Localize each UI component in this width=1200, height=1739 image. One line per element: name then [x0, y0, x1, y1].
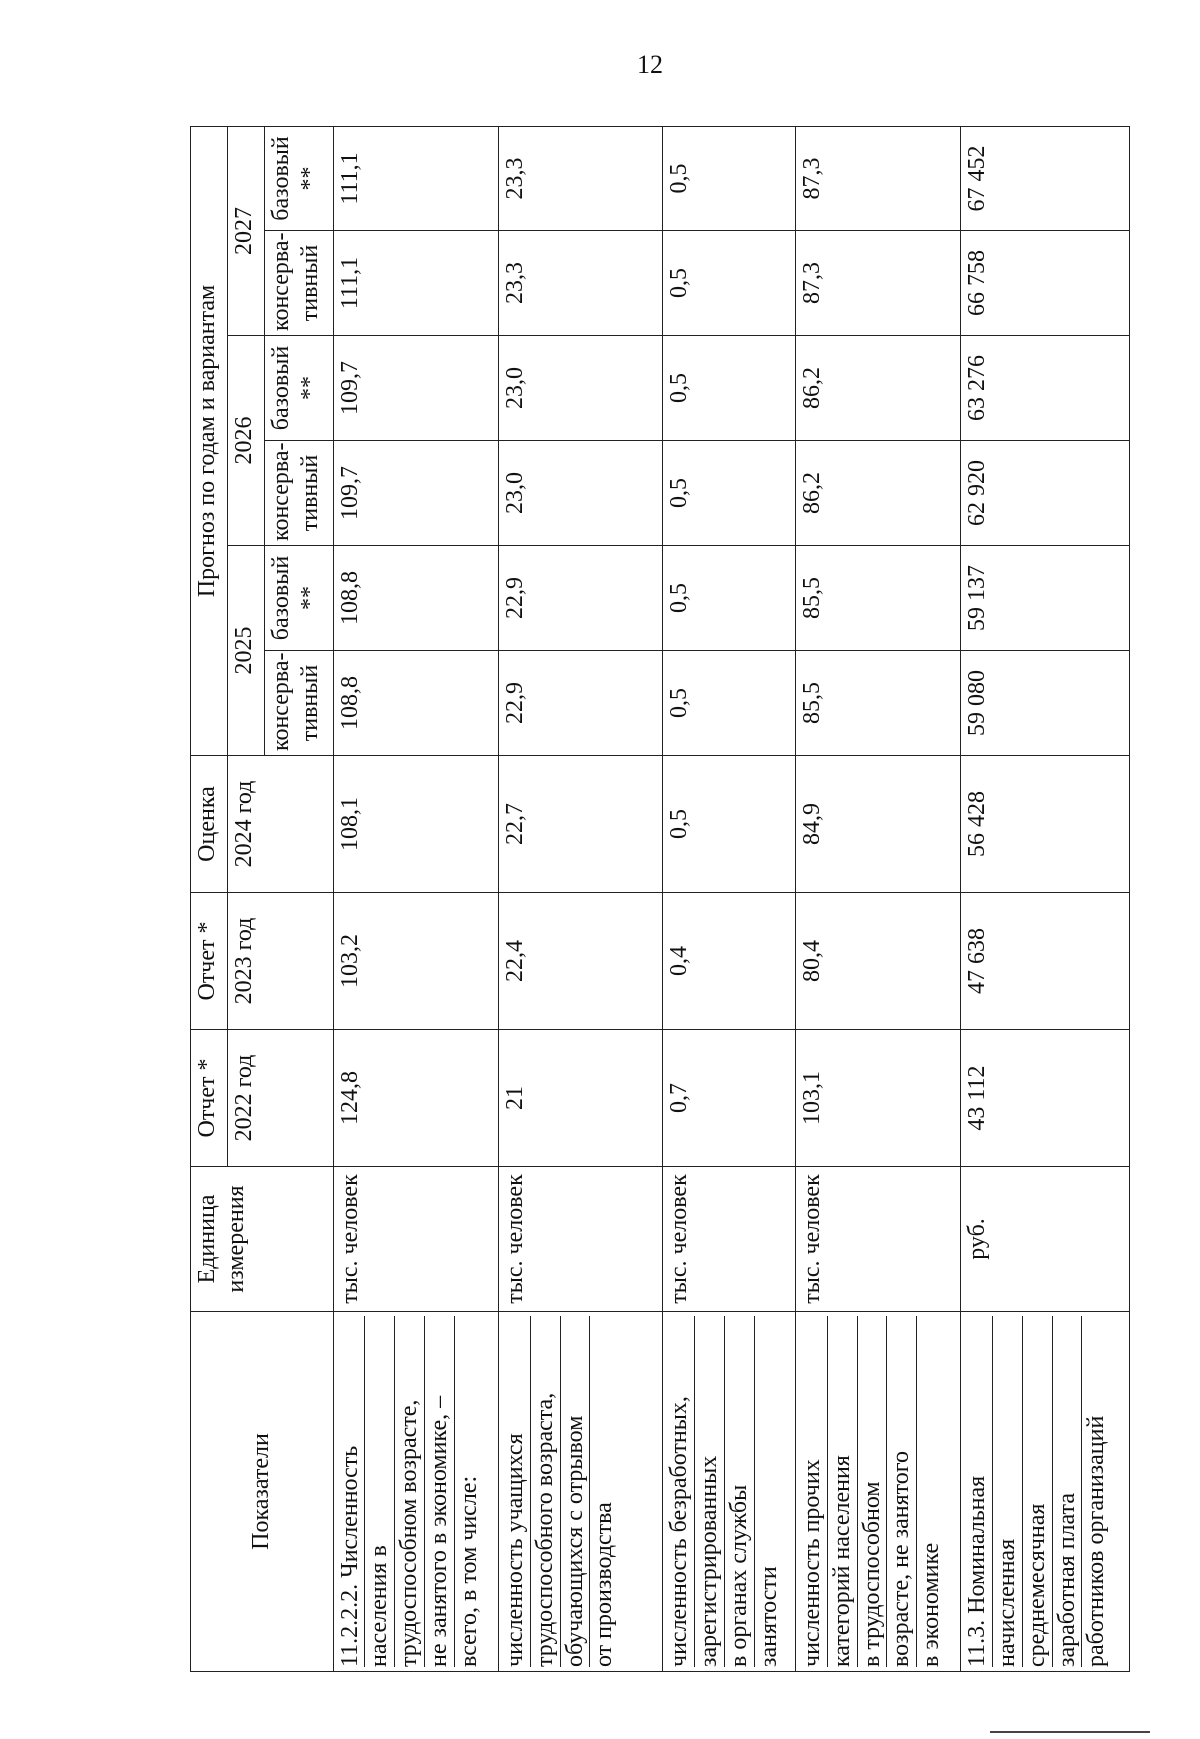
indicator-line: численность прочих — [798, 1316, 828, 1667]
indicator-line: в органах службы — [725, 1316, 755, 1667]
value-cell: 62 920 — [961, 441, 1130, 546]
unit-cell: тыс. человек — [333, 1167, 498, 1312]
value-cell: 22,9 — [498, 651, 662, 756]
value-cell: 21 — [498, 1030, 662, 1167]
indicator-line: населения в — [365, 1316, 395, 1667]
value-cell: 108,8 — [333, 546, 498, 651]
indicator-line: обучающихся с отрывом — [561, 1316, 591, 1667]
indicator-line: от производства — [591, 1502, 618, 1667]
indicator-cell — [795, 1312, 960, 1672]
rotated-table-wrapper — [190, 127, 1130, 1672]
value-cell: 0,5 — [663, 231, 796, 336]
header-variant-base-2027: базовый ** — [265, 126, 334, 230]
indicator-line: среднемесячная — [1023, 1316, 1053, 1667]
header-report-2022-label: Отчет * — [191, 1030, 228, 1167]
value-cell: 111,1 — [333, 126, 498, 230]
value-cell: 0,5 — [663, 336, 796, 441]
value-cell: 124,8 — [333, 1030, 498, 1167]
header-unit: Единица измерения — [191, 1167, 334, 1312]
value-cell: 87,3 — [795, 126, 960, 230]
table-body — [333, 126, 1129, 1671]
value-cell: 47 638 — [961, 893, 1130, 1030]
header-year-2026: 2026 — [228, 336, 265, 546]
value-cell: 111,1 — [333, 231, 498, 336]
indicator-line: в экономике — [918, 1542, 945, 1667]
header-report-2023-year: 2023 год — [228, 893, 334, 1030]
indicator-line: 11.3. Номинальная — [963, 1316, 993, 1667]
value-cell: 109,7 — [333, 336, 498, 441]
value-cell: 0,5 — [663, 756, 796, 893]
indicator-line: в трудоспособном — [858, 1316, 888, 1667]
page-number: 12 — [637, 50, 663, 79]
value-cell: 80,4 — [795, 893, 960, 1030]
value-cell: 22,7 — [498, 756, 662, 893]
indicator-line: численность учащихся — [501, 1316, 531, 1667]
indicator-line: трудоспособного возраста, — [531, 1316, 561, 1667]
value-cell: 109,7 — [333, 441, 498, 546]
indicator-cell — [961, 1312, 1130, 1672]
unit-cell: тыс. человек — [795, 1167, 960, 1312]
value-cell: 0,5 — [663, 126, 796, 230]
value-cell: 63 276 — [961, 336, 1130, 441]
header-estimate-2024-label: Оценка — [191, 756, 228, 893]
table-row — [795, 126, 960, 1671]
header-year-2027: 2027 — [228, 126, 265, 335]
indicator-line: возрасте, не занятого — [887, 1316, 917, 1667]
value-cell: 103,2 — [333, 893, 498, 1030]
indicator-line: трудоспособном возрасте, — [395, 1316, 425, 1667]
value-cell: 103,1 — [795, 1030, 960, 1167]
value-cell: 0,4 — [663, 893, 796, 1030]
header-report-2023-label: Отчет * — [191, 893, 228, 1030]
header-variant-conservative-2026: консерва-тивный — [265, 441, 334, 546]
indicator-line: начисленная — [993, 1316, 1023, 1667]
table-row — [663, 126, 796, 1671]
value-cell: 23,0 — [498, 336, 662, 441]
indicator-cell — [498, 1312, 662, 1672]
indicator-line: численность безработных, — [665, 1316, 695, 1667]
header-variant-base-2026: базовый ** — [265, 336, 334, 441]
indicator-line: всего, в том числе: — [455, 1475, 482, 1667]
indicator-line: заработная плата — [1053, 1316, 1083, 1667]
indicator-line: 11.2.2.2. Численность — [336, 1316, 366, 1667]
value-cell: 108,1 — [333, 756, 498, 893]
value-cell: 0,5 — [663, 651, 796, 756]
indicator-cell — [333, 1312, 498, 1672]
value-cell: 0,5 — [663, 441, 796, 546]
value-cell: 22,9 — [498, 546, 662, 651]
table-row — [498, 126, 662, 1671]
unit-cell: тыс. человек — [498, 1167, 662, 1312]
header-indicators: Показатели — [191, 1312, 334, 1672]
unit-cell: тыс. человек — [663, 1167, 796, 1312]
header-estimate-2024-year: 2024 год — [228, 756, 334, 893]
header-variant-conservative-2025: консерва-тивный — [265, 651, 334, 756]
value-cell: 86,2 — [795, 441, 960, 546]
value-cell: 59 137 — [961, 546, 1130, 651]
unit-cell: руб. — [961, 1167, 1130, 1312]
indicator-line: работников организаций — [1083, 1415, 1110, 1667]
value-cell: 87,3 — [795, 231, 960, 336]
value-cell: 22,4 — [498, 893, 662, 1030]
value-cell: 23,3 — [498, 126, 662, 230]
header-forecast: Прогноз по годам и вариантам — [191, 126, 228, 755]
header-variant-conservative-2027: консерва-тивный — [265, 231, 334, 336]
indicator-line: категорий населения — [828, 1316, 858, 1667]
value-cell: 23,3 — [498, 231, 662, 336]
header-year-2025: 2025 — [228, 546, 265, 756]
value-cell: 43 112 — [961, 1030, 1130, 1167]
table-row — [961, 126, 1130, 1671]
value-cell: 56 428 — [961, 756, 1130, 893]
value-cell: 86,2 — [795, 336, 960, 441]
indicator-line: зарегистрированных — [695, 1316, 725, 1667]
header-report-2022-year: 2022 год — [228, 1030, 334, 1167]
value-cell: 85,5 — [795, 651, 960, 756]
value-cell: 108,8 — [333, 651, 498, 756]
indicator-line: занятости — [755, 1566, 782, 1667]
table-row — [333, 126, 498, 1671]
value-cell: 66 758 — [961, 231, 1130, 336]
value-cell: 67 452 — [961, 126, 1130, 230]
value-cell: 0,5 — [663, 546, 796, 651]
value-cell: 59 080 — [961, 651, 1130, 756]
value-cell: 85,5 — [795, 546, 960, 651]
forecast-table — [190, 126, 1130, 1672]
header-variant-base-2025: базовый ** — [265, 546, 334, 651]
value-cell: 84,9 — [795, 756, 960, 893]
indicator-cell — [663, 1312, 796, 1672]
footer-rule — [990, 1731, 1150, 1733]
value-cell: 0,7 — [663, 1030, 796, 1167]
value-cell: 23,0 — [498, 441, 662, 546]
indicator-line: не занятого в экономике, – — [425, 1316, 455, 1667]
